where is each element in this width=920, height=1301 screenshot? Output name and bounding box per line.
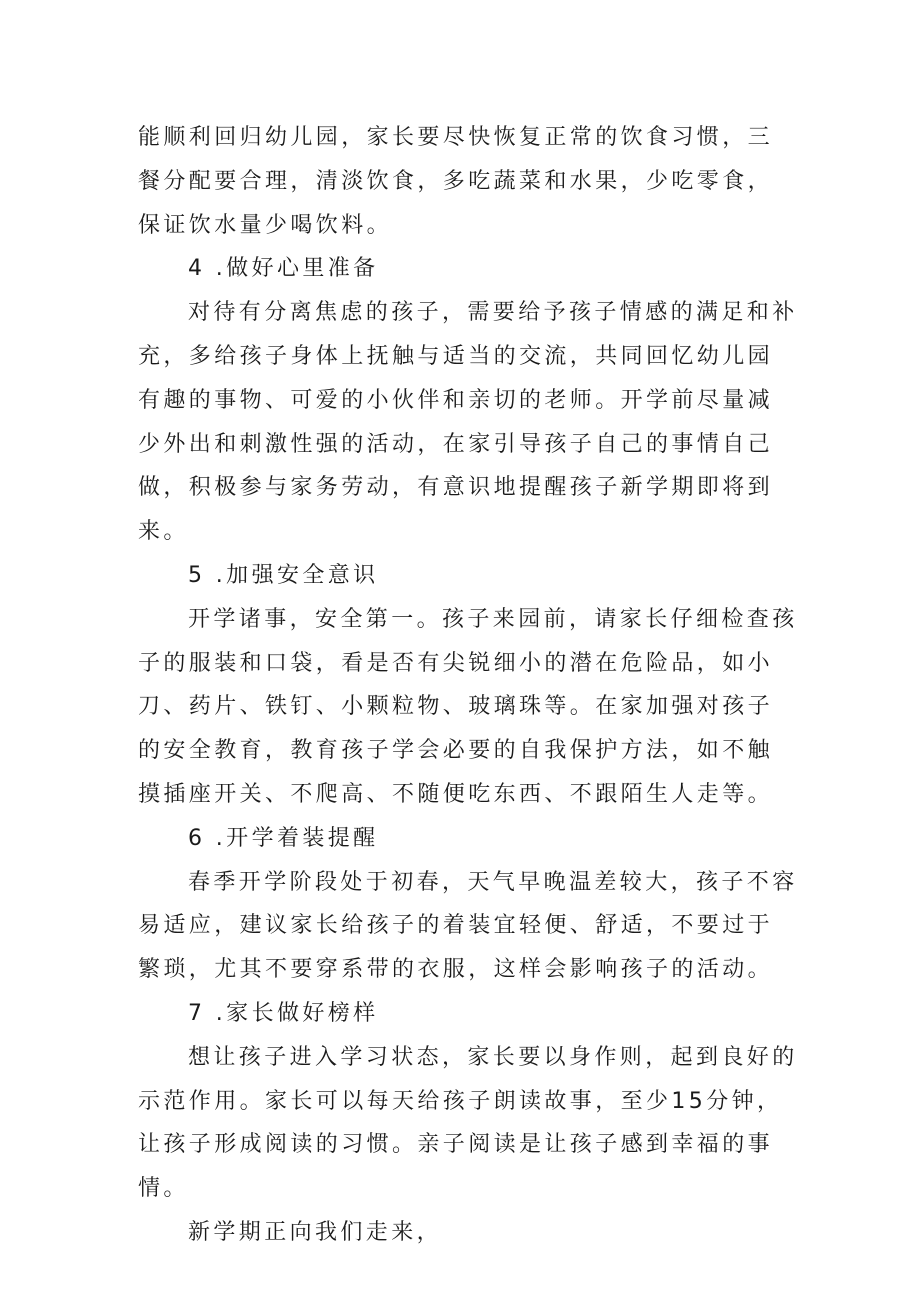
- heading-parent-role-model: 7 .家长做好榜样: [188, 1000, 379, 1026]
- paragraph-safety-awareness: 开学诸事，安全第一。孩子来园前，请家长仔细检查孩子的服装和口袋，看是否有尖锐细小的潜在危险品，如小刀、药片、铁钉、小颗粒物、玻璃珠等。在家加强对孩子的安全教育，教育孩子学会必要的自我保护方法，如不触摸插座开关、不爬高、不随便吃东西、不跟陌生人走等。: [138, 606, 798, 807]
- heading-safety-awareness: 5 .加强安全意识: [188, 562, 379, 588]
- paragraph-clothing-reminder: 春季开学阶段处于初春，天气早晚温差较大，孩子不容易适应，建议家长给孩子的着装宜轻便、舒适，不要过于繁琐，尤其不要穿系带的衣服，这样会影响孩子的活动。: [138, 869, 798, 983]
- document-body: [138, 116, 798, 1255]
- paragraph-diet: 能顺利回归幼儿园，家长要尽快恢复正常的饮食习惯，三餐分配要合理，清淡饮食，多吃蔬菜和水果，少吃零食，保证饮水量少喝饮料。: [138, 125, 774, 238]
- paragraph-parent-role-model: 想让孩子进入学习状态，家长要以身作则，起到良好的示范作用。家长可以每天给孩子朗读故事，至少15分钟，让孩子形成阅读的习惯。亲子阅读是让孩子感到幸福的事情。: [138, 1044, 798, 1202]
- paragraph-mental-preparation: 对待有分离焦虑的孩子，需要给予孩子情感的满足和补充，多给孩子身体上抚触与适当的交流，共同回忆幼儿园有趣的事物、可爱的小伙伴和亲切的老师。开学前尽量减少外出和刺激性强的活动，在家引导孩子自己的事情自己做，积极参与家务劳动，有意识地提醒孩子新学期即将到来。: [138, 300, 798, 545]
- paragraph-new-semester: 新学期正向我们走来，: [188, 1219, 443, 1245]
- heading-clothing-reminder: 6 .开学着装提醒: [188, 825, 379, 851]
- heading-mental-preparation: 4 .做好心里准备: [188, 256, 379, 282]
